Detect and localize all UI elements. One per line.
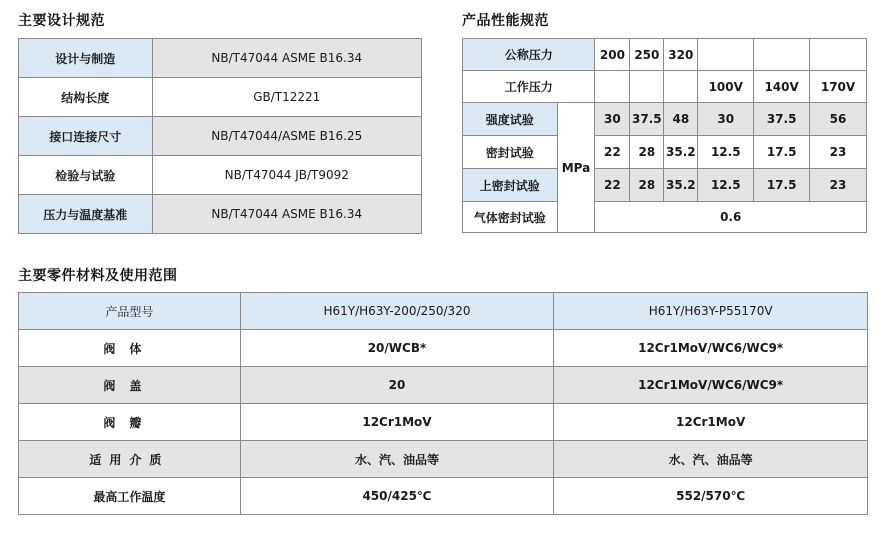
working-value bbox=[630, 71, 664, 103]
upper-seal-value: 17.5 bbox=[754, 169, 810, 202]
design-value-length: GB/T12221 bbox=[152, 78, 421, 117]
nominal-value: 200 bbox=[595, 39, 630, 71]
upper-seal-value: 22 bbox=[595, 169, 630, 202]
strength-value: 56 bbox=[810, 103, 867, 136]
performance-heading: 产品性能规范 bbox=[462, 13, 549, 29]
nominal-value: 250 bbox=[630, 39, 664, 71]
strength-value: 37.5 bbox=[754, 103, 810, 136]
nominal-value bbox=[754, 39, 810, 71]
seal-value: 35.2 bbox=[664, 136, 698, 169]
unit-mpa: MPa bbox=[557, 103, 595, 233]
max-temp-col1: 450/425℃ bbox=[240, 478, 554, 515]
working-value: 170V bbox=[810, 71, 867, 103]
design-value-manufacture: NB/T47044 ASME B16.34 bbox=[152, 39, 421, 78]
medium-label: 适用介质 bbox=[19, 441, 241, 478]
valve-bonnet-label: 阀盖 bbox=[19, 367, 241, 404]
upper-seal-value: 12.5 bbox=[698, 169, 754, 202]
strength-value: 37.5 bbox=[630, 103, 664, 136]
valve-disc-col2: 12Cr1MoV bbox=[554, 404, 868, 441]
medium-col2: 水、汽、油品等 bbox=[554, 441, 868, 478]
design-value-inspection: NB/T47044 JB/T9092 bbox=[152, 156, 421, 195]
valve-body-col1: 20/WCB* bbox=[240, 330, 554, 367]
working-pressure-label: 工作压力 bbox=[463, 71, 595, 103]
nominal-value bbox=[698, 39, 754, 71]
model-col1: H61Y/H63Y-200/250/320 bbox=[240, 293, 554, 330]
model-col2: H61Y/H63Y-P55170V bbox=[554, 293, 868, 330]
design-table bbox=[18, 38, 422, 234]
design-label-length: 结构长度 bbox=[19, 78, 153, 117]
gas-seal-value: 0.6 bbox=[595, 202, 867, 233]
strength-value: 48 bbox=[664, 103, 698, 136]
upper-seal-value: 23 bbox=[810, 169, 867, 202]
working-value bbox=[595, 71, 630, 103]
seal-value: 12.5 bbox=[698, 136, 754, 169]
design-value-connection: NB/T47044/ASME B16.25 bbox=[152, 117, 421, 156]
design-label-manufacture: 设计与制造 bbox=[19, 39, 153, 78]
strength-value: 30 bbox=[595, 103, 630, 136]
design-label-connection: 接口连接尺寸 bbox=[19, 117, 153, 156]
model-label: 产品型号 bbox=[19, 293, 241, 330]
max-temp-label: 最高工作温度 bbox=[19, 478, 241, 515]
materials-table bbox=[18, 292, 868, 515]
valve-disc-label: 阀瓣 bbox=[19, 404, 241, 441]
strength-test-label: 强度试验 bbox=[463, 103, 558, 136]
seal-value: 22 bbox=[595, 136, 630, 169]
seal-test-label: 密封试验 bbox=[463, 136, 558, 169]
upper-seal-test-label: 上密封试验 bbox=[463, 169, 558, 202]
design-heading: 主要设计规范 bbox=[18, 13, 105, 29]
seal-value: 23 bbox=[810, 136, 867, 169]
upper-seal-value: 28 bbox=[630, 169, 664, 202]
valve-bonnet-col2: 12Cr1MoV/WC6/WC9* bbox=[554, 367, 868, 404]
medium-col1: 水、汽、油品等 bbox=[240, 441, 554, 478]
nominal-value bbox=[810, 39, 867, 71]
seal-value: 17.5 bbox=[754, 136, 810, 169]
design-value-pressure-temp: NB/T47044 ASME B16.34 bbox=[152, 195, 421, 234]
working-value bbox=[664, 71, 698, 103]
valve-body-col2: 12Cr1MoV/WC6/WC9* bbox=[554, 330, 868, 367]
working-value: 100V bbox=[698, 71, 754, 103]
valve-disc-col1: 12Cr1MoV bbox=[240, 404, 554, 441]
performance-table bbox=[462, 38, 867, 233]
strength-value: 30 bbox=[698, 103, 754, 136]
upper-seal-value: 35.2 bbox=[664, 169, 698, 202]
working-value: 140V bbox=[754, 71, 810, 103]
max-temp-col2: 552/570℃ bbox=[554, 478, 868, 515]
valve-body-label: 阀体 bbox=[19, 330, 241, 367]
valve-bonnet-col1: 20 bbox=[240, 367, 554, 404]
design-label-pressure-temp: 压力与温度基准 bbox=[19, 195, 153, 234]
design-label-inspection: 检验与试验 bbox=[19, 156, 153, 195]
nominal-value: 320 bbox=[664, 39, 698, 71]
materials-heading: 主要零件材料及使用范围 bbox=[18, 268, 178, 284]
nominal-pressure-label: 公称压力 bbox=[463, 39, 595, 71]
gas-seal-test-label: 气体密封试验 bbox=[463, 202, 558, 233]
seal-value: 28 bbox=[630, 136, 664, 169]
